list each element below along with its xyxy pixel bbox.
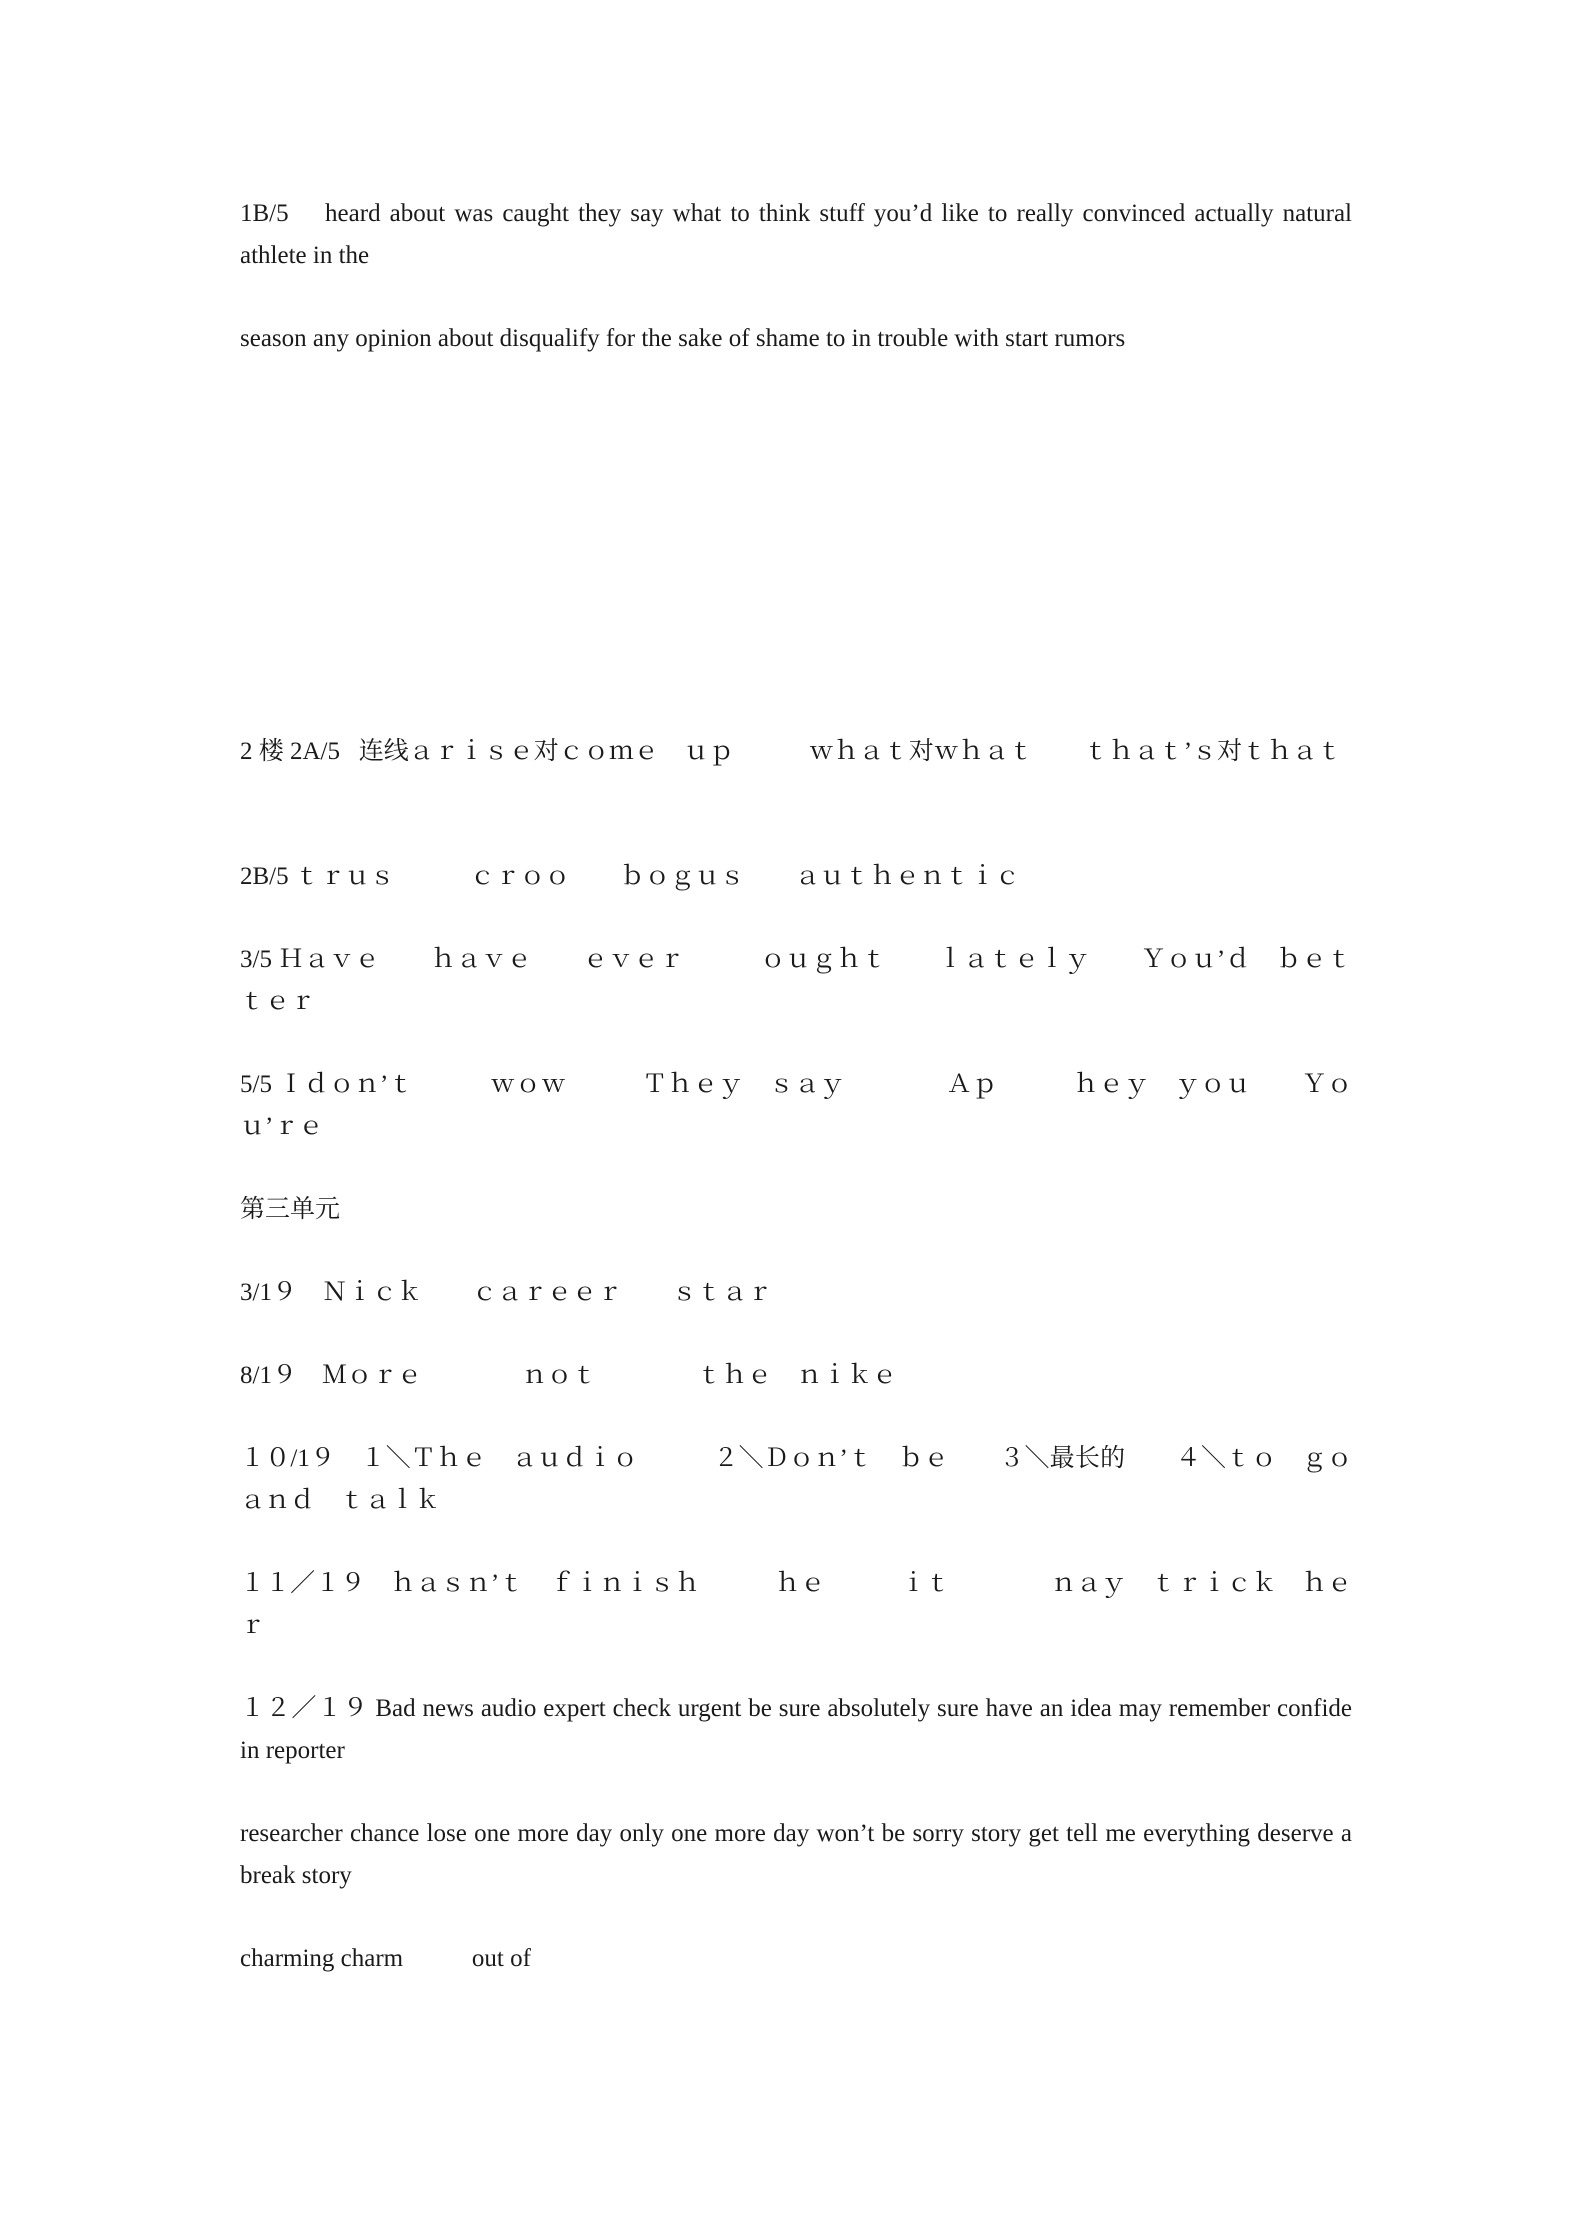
paragraph-season: season any opinion about disqualify for the sake of shame to in trouble with start rumors — [240, 325, 1126, 352]
paragraph-12-19: １２／１９ Bad news audio expert check urgent be sure absolutely sure have an idea may remember confide in reporter — [240, 1695, 1352, 1764]
paragraph-8-19: 8/1９ Ｍｏｒｅ ｎｏｔ ｔｈｅ ｎｉｋｅ — [240, 1362, 897, 1389]
paragraph-11-19: １１／１９ ｈａｓｎ’ｔ ｆｉｎｉｓｈ ｈｅ ｉｔ ｎａｙ ｔｒｉｃｋ ｈｅｒ — [240, 1570, 1352, 1639]
paragraph-3-5: 3/5 Ｈａｖｅ ｈａｖｅ ｅｖｅｒ ｏｕｇｈｔ ｌａｔｅｌｙ Ｙｏｕ’ｄ ｂｅｔｔｅｒ — [240, 946, 1352, 1015]
paragraph-3-19: 3/1９ Ｎｉｃｋ ｃａｒｅｅｒ ｓｔａｒ — [240, 1279, 772, 1306]
paragraph-2a: 2 楼 2A/5 连线ａｒｉｓｅ对ｃｏｍｅ ｕｐ ｗｈａｔ对ｗｈａｔ ｔｈａｔ’ｓ对ｔｈａｔ — [240, 738, 1343, 765]
paragraph-charming: charming charm out of — [240, 1945, 531, 1972]
paragraph-1b: 1B/5 heard about was caught they say what to think stuff you’d like to really convinced actually natural athlete in the — [240, 200, 1352, 269]
paragraph-researcher: researcher chance lose one more day only one more day won’t be sorry story get tell me everything deserve a break story — [240, 1820, 1352, 1889]
paragraph-10-19: １０/1９ １＼Ｔｈｅ ａｕｄｉｏ ２＼Ｄｏｎ’ｔ ｂｅ ３＼最长的 ４＼ｔｏ ｇｏ ａｎｄ ｔａｌｋ — [240, 1445, 1378, 1514]
section-heading-unit-3: 第三单元 — [240, 1196, 341, 1223]
paragraph-5-5: 5/5 Ｉｄｏｎ’ｔ ｗｏｗ Ｔｈｅｙ ｓａｙ Ａｐ ｈｅｙ ｙｏｕ Ｙｏｕ’ｒｅ — [240, 1071, 1352, 1140]
paragraph-2b: 2B/5 ｔｒｕｓ ｃｒｏｏ ｂｏｇｕｓ ａｕｔｈｅｎｔｉｃ — [240, 863, 1020, 890]
